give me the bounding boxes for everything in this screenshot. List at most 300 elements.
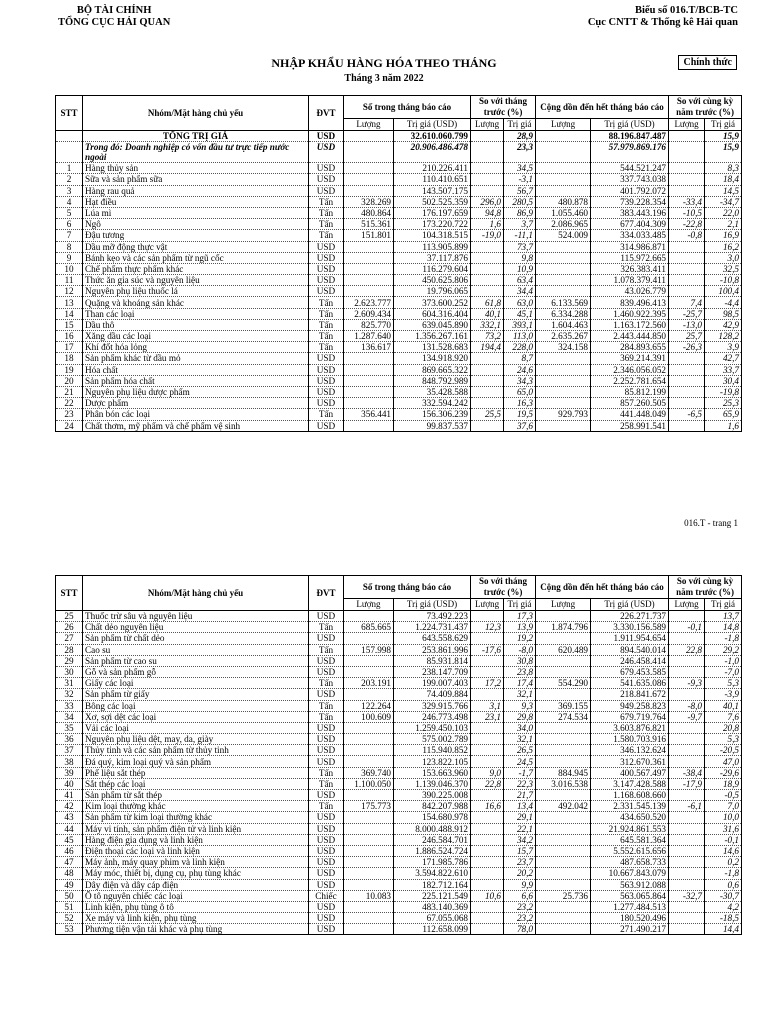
cell-cum-qty [536, 275, 591, 286]
cell-month-val: 329.915.766 [394, 700, 471, 711]
cell-unit: Tấn [309, 297, 344, 308]
cell-month-qty [344, 364, 394, 375]
table-row [56, 924, 742, 935]
col-cum-val: Trị giá (USD) [591, 599, 669, 611]
cell-prev-val: 34,0 [504, 722, 536, 733]
cell-yoy-val: -7,0 [705, 666, 742, 677]
table-row [56, 398, 742, 409]
cell-stt: 29 [56, 655, 83, 666]
cell-cum-qty [536, 131, 591, 142]
cell-prev-qty [471, 722, 504, 733]
col-cum-qty: Lượng [536, 599, 591, 611]
cell-yoy-val: -34,7 [705, 196, 742, 207]
cell-month-qty [344, 924, 394, 935]
cell-month-val: 32.610.060.799 [394, 131, 471, 142]
cell-month-qty [344, 756, 394, 767]
cell-prev-val: 280,5 [504, 196, 536, 207]
cell-yoy-val: 8,3 [705, 163, 742, 174]
cell-unit: Tấn [309, 219, 344, 230]
cell-stt: 44 [56, 823, 83, 834]
cell-prev-val: 16,3 [504, 398, 536, 409]
cell-unit: Tấn [309, 409, 344, 420]
cell-unit: Tấn [309, 767, 344, 778]
cell-prev-val: 22,1 [504, 823, 536, 834]
cell-month-val: 110.410.651 [394, 174, 471, 185]
cell-stt: 19 [56, 364, 83, 375]
cell-month-qty [344, 275, 394, 286]
cell-prev-qty [471, 386, 504, 397]
cell-yoy-val: -1,8 [705, 633, 742, 644]
cell-stt: 15 [56, 319, 83, 330]
cell-prev-val: 21,7 [504, 790, 536, 801]
cell-cum-val: 88.196.847.487 [591, 131, 669, 142]
cell-month-val: 154.680.978 [394, 812, 471, 823]
form-number: Biểu số 016.T/BCB-TC [635, 5, 738, 16]
cell-yoy-val: -18,5 [705, 913, 742, 924]
cell-month-val: 74.409.884 [394, 689, 471, 700]
cell-yoy-qty [669, 611, 705, 622]
cell-unit: USD [309, 879, 344, 890]
col-cum: Cộng dồn đến hết tháng báo cáo [536, 576, 669, 599]
cell-prev-val: 34,2 [504, 834, 536, 845]
cell-month-val: 390.225.008 [394, 790, 471, 801]
cell-prev-qty [471, 353, 504, 364]
cell-month-qty: 10.083 [344, 890, 394, 901]
cell-prev-val: 56,7 [504, 185, 536, 196]
col-yoy: So với cùng kỳ năm trước (%) [669, 576, 742, 599]
cell-cum-qty: 2.086.965 [536, 219, 591, 230]
cell-name: Bông các loại [83, 700, 309, 711]
cell-yoy-val: -20,5 [705, 745, 742, 756]
cell-month-val: 1.224.731.437 [394, 622, 471, 633]
cell-unit: USD [309, 666, 344, 677]
cell-stt: 11 [56, 275, 83, 286]
cell-prev-val: 78,0 [504, 924, 536, 935]
cell-name: Dầu thô [83, 319, 309, 330]
col-month-qty: Lượng [344, 119, 394, 131]
cell-stt: 45 [56, 834, 83, 845]
cell-month-val: 238.147.709 [394, 666, 471, 677]
cell-yoy-val: 7,6 [705, 711, 742, 722]
cell-yoy-qty [669, 364, 705, 375]
cell-unit: USD [309, 185, 344, 196]
cell-month-qty [344, 142, 394, 163]
cell-cum-val: 487.658.733 [591, 857, 669, 868]
cell-cum-val: 434.650.520 [591, 812, 669, 823]
cell-yoy-val: 65,9 [705, 409, 742, 420]
cell-month-val: 8.000.488.912 [394, 823, 471, 834]
table-row [56, 622, 742, 633]
cell-stt: 4 [56, 196, 83, 207]
cell-unit: USD [309, 722, 344, 733]
table-row [56, 913, 742, 924]
cell-stt: 8 [56, 241, 83, 252]
cell-prev-qty: 12,3 [471, 622, 504, 633]
table-row [56, 756, 742, 767]
cell-name: Sản phẩm từ chất dẻo [83, 633, 309, 644]
cell-cum-val: 1.163.172.560 [591, 319, 669, 330]
cell-stt: 12 [56, 286, 83, 297]
cell-prev-val: 8,7 [504, 353, 536, 364]
cell-stt: 26 [56, 622, 83, 633]
cell-stt: 37 [56, 745, 83, 756]
cell-prev-val: 63,0 [504, 297, 536, 308]
cell-name: Sản phẩm từ giấy [83, 689, 309, 700]
table-row [56, 263, 742, 274]
cell-prev-val: 32,1 [504, 734, 536, 745]
cell-month-qty [344, 263, 394, 274]
cell-yoy-qty: -0,8 [669, 230, 705, 241]
cell-yoy-qty: -9,7 [669, 711, 705, 722]
cell-month-qty: 1.100.050 [344, 778, 394, 789]
cell-yoy-val: -1,8 [705, 868, 742, 879]
cell-cum-val: 679.453.585 [591, 666, 669, 677]
cell-cum-qty [536, 857, 591, 868]
cell-yoy-val: 16,9 [705, 230, 742, 241]
cell-prev-val: 29,8 [504, 711, 536, 722]
cell-yoy-qty [669, 756, 705, 767]
cell-cum-qty: 3.016.538 [536, 778, 591, 789]
cell-name: Dược phẩm [83, 398, 309, 409]
table-row [56, 353, 742, 364]
cell-unit: USD [309, 386, 344, 397]
cell-cum-val: 2.331.545.139 [591, 801, 669, 812]
cell-prev-qty [471, 745, 504, 756]
cell-cum-val: 5.552.615.656 [591, 845, 669, 856]
cell-month-qty [344, 420, 394, 431]
cell-cum-qty [536, 263, 591, 274]
cell-yoy-val: -4,4 [705, 297, 742, 308]
table-row [56, 778, 742, 789]
cell-cum-qty [536, 790, 591, 801]
cell-prev-qty: 25,5 [471, 409, 504, 420]
cell-prev-qty: 9,0 [471, 767, 504, 778]
cell-name: Sữa và sản phẩm sữa [83, 174, 309, 185]
cell-yoy-qty: 7,4 [669, 297, 705, 308]
cell-month-qty [344, 913, 394, 924]
cell-unit: USD [309, 845, 344, 856]
cell-month-qty [344, 722, 394, 733]
cell-unit: Tấn [309, 196, 344, 207]
cell-cum-val: 563.912.088 [591, 879, 669, 890]
cell-yoy-qty [669, 722, 705, 733]
col-prev: So với tháng trước (%) [471, 96, 536, 119]
cell-yoy-val: 42,7 [705, 353, 742, 364]
cell-month-val: 67.055.068 [394, 913, 471, 924]
cell-unit: USD [309, 131, 344, 142]
cell-cum-qty [536, 142, 591, 163]
cell-month-qty [344, 790, 394, 801]
cell-prev-val: 73,7 [504, 241, 536, 252]
cell-yoy-val: 16,2 [705, 241, 742, 252]
cell-cum-qty [536, 163, 591, 174]
cell-prev-val: 13,9 [504, 622, 536, 633]
fdi-row [56, 142, 742, 163]
cell-unit: Tấn [309, 644, 344, 655]
cell-yoy-val: 14,4 [705, 924, 742, 935]
cell-prev-qty: -17,6 [471, 644, 504, 655]
cell-prev-val: -11,1 [504, 230, 536, 241]
cell-cum-val: 857.260.505 [591, 398, 669, 409]
cell-cum-val: 314.986.871 [591, 241, 669, 252]
cell-yoy-qty [669, 924, 705, 935]
cell-month-qty: 515.361 [344, 219, 394, 230]
cell-cum-val: 246.458.414 [591, 655, 669, 666]
col-prev: So với tháng trước (%) [471, 576, 536, 599]
page-footer: 016.T - trang 1 [684, 518, 738, 528]
cell-prev-qty [471, 823, 504, 834]
cell-prev-qty: 10,6 [471, 890, 504, 901]
cell-yoy-val: 100,4 [705, 286, 742, 297]
table-row [56, 633, 742, 644]
cell-prev-qty: 73,2 [471, 331, 504, 342]
cell-month-qty [344, 353, 394, 364]
cell-cum-qty [536, 745, 591, 756]
cell-month-val: 1.139.046.370 [394, 778, 471, 789]
cell-name: Máy ảnh, máy quay phim và linh kiện [83, 857, 309, 868]
cell-name: Chất thơm, mỹ phẩm và chế phẩm vệ sinh [83, 420, 309, 431]
cell-cum-val: 739.228.354 [591, 196, 669, 207]
cell-prev-qty: 22,8 [471, 778, 504, 789]
total-row [56, 131, 742, 142]
cell-unit: USD [309, 734, 344, 745]
cell-month-val: 246.773.498 [394, 711, 471, 722]
table-row [56, 834, 742, 845]
cell-prev-val: 23,7 [504, 857, 536, 868]
cell-yoy-qty: -0,1 [669, 622, 705, 633]
cell-name: Hóa chất [83, 364, 309, 375]
col-unit: ĐVT [309, 96, 344, 131]
cell-unit: USD [309, 924, 344, 935]
cell-month-qty: 825.770 [344, 319, 394, 330]
cell-cum-val: 679.719.764 [591, 711, 669, 722]
cell-unit: Tấn [309, 319, 344, 330]
cell-unit: Tấn [309, 700, 344, 711]
cell-prev-qty [471, 252, 504, 263]
cell-name: Phương tiện vận tải khác và phụ tùng [83, 924, 309, 935]
cell-stt: 34 [56, 711, 83, 722]
cell-yoy-val: 14,6 [705, 845, 742, 856]
cell-prev-qty [471, 924, 504, 935]
cell-month-qty: 203.191 [344, 678, 394, 689]
col-stt: STT [56, 576, 83, 611]
cell-cum-qty: 492.042 [536, 801, 591, 812]
cell-name: Hàng điện gia dụng và linh kiện [83, 834, 309, 845]
cell-yoy-qty [669, 845, 705, 856]
cell-name: Sản phẩm hóa chất [83, 375, 309, 386]
cell-yoy-val: 25,3 [705, 398, 742, 409]
cell-cum-val: 334.033.485 [591, 230, 669, 241]
cell-yoy-val: 3,0 [705, 252, 742, 263]
cell-yoy-val: 15,9 [705, 131, 742, 142]
cell-unit: Tấn [309, 331, 344, 342]
cell-month-qty: 369.740 [344, 767, 394, 778]
cell-month-qty [344, 633, 394, 644]
cell-prev-qty: -19,0 [471, 230, 504, 241]
cell-yoy-val: 14,5 [705, 185, 742, 196]
table-row [56, 386, 742, 397]
cell-month-qty: 685.665 [344, 622, 394, 633]
cell-yoy-val: 30,4 [705, 375, 742, 386]
table-row [56, 230, 742, 241]
cell-yoy-qty [669, 666, 705, 677]
cell-prev-val: 17,3 [504, 611, 536, 622]
cell-yoy-qty [669, 868, 705, 879]
col-unit: ĐVT [309, 576, 344, 611]
cell-month-qty: 480.864 [344, 207, 394, 218]
cell-unit: USD [309, 913, 344, 924]
cell-unit: USD [309, 263, 344, 274]
table-row [56, 207, 742, 218]
cell-yoy-val: 4,2 [705, 901, 742, 912]
cell-stt: 42 [56, 801, 83, 812]
col-yoy-val: Trị giá [705, 119, 742, 131]
cell-prev-val: 113,0 [504, 331, 536, 342]
cell-prev-qty [471, 185, 504, 196]
cell-cum-val: 115.972.665 [591, 252, 669, 263]
cell-month-val: 176.197.659 [394, 207, 471, 218]
cell-month-val: 104.318.515 [394, 230, 471, 241]
cell-unit: USD [309, 857, 344, 868]
cell-yoy-val: -29,6 [705, 767, 742, 778]
cell-yoy-val: 29,2 [705, 644, 742, 655]
cell-yoy-qty: -6,1 [669, 801, 705, 812]
cell-cum-qty: 480.878 [536, 196, 591, 207]
col-yoy-qty: Lượng [669, 599, 705, 611]
cell-prev-qty: 61,8 [471, 297, 504, 308]
cell-cum-qty [536, 655, 591, 666]
cell-cum-qty [536, 845, 591, 856]
cell-name: Nguyên phụ liệu thuốc lá [83, 286, 309, 297]
cell-prev-qty [471, 913, 504, 924]
cell-month-val: 173.220.722 [394, 219, 471, 230]
cell-yoy-val: 7,0 [705, 801, 742, 812]
cell-cum-qty: 1.604.463 [536, 319, 591, 330]
cell-month-val: 1.259.450.103 [394, 722, 471, 733]
cell-cum-qty [536, 666, 591, 677]
cell-month-qty [344, 241, 394, 252]
cell-yoy-val: 18,9 [705, 778, 742, 789]
table-row [56, 722, 742, 733]
cell-name: Lúa mì [83, 207, 309, 218]
cell-prev-val: 32,1 [504, 689, 536, 700]
cell-prev-qty [471, 655, 504, 666]
cell-yoy-qty: -38,4 [669, 767, 705, 778]
cell-month-qty: 151.801 [344, 230, 394, 241]
table-row [56, 375, 742, 386]
cell-month-val: 134.918.920 [394, 353, 471, 364]
cell-month-val: 639.045.890 [394, 319, 471, 330]
cell-cum-qty [536, 286, 591, 297]
cell-month-qty [344, 174, 394, 185]
cell-prev-val: 228,0 [504, 342, 536, 353]
cell-cum-qty [536, 398, 591, 409]
cell-cum-val: 1.078.379.411 [591, 275, 669, 286]
cell-yoy-val: 14,8 [705, 622, 742, 633]
cell-cum-qty: 524.009 [536, 230, 591, 241]
cell-name: Sản phẩm từ kim loại thường khác [83, 812, 309, 823]
cell-prev-qty: 296,0 [471, 196, 504, 207]
cell-stt: 35 [56, 722, 83, 733]
cell-yoy-qty [669, 286, 705, 297]
cell-yoy-qty: -10,5 [669, 207, 705, 218]
cell-month-qty: 157.998 [344, 644, 394, 655]
cell-yoy-val: 5,3 [705, 734, 742, 745]
table-row [56, 678, 742, 689]
cell-cum-val: 1.168.608.660 [591, 790, 669, 801]
cell-prev-val: 23,2 [504, 901, 536, 912]
cell-prev-qty [471, 163, 504, 174]
cell-unit: Tấn [309, 778, 344, 789]
cell-month-val: 502.525.359 [394, 196, 471, 207]
table-row [56, 812, 742, 823]
cell-prev-val: 23,8 [504, 666, 536, 677]
cell-yoy-qty: -13,0 [669, 319, 705, 330]
cell-cum-val: 1.460.922.395 [591, 308, 669, 319]
cell-unit: USD [309, 868, 344, 879]
cell-cum-qty [536, 812, 591, 823]
cell-month-val: 450.625.806 [394, 275, 471, 286]
cell-stt: 24 [56, 420, 83, 431]
cell-stt: 13 [56, 297, 83, 308]
cell-cum-val: 894.540.014 [591, 644, 669, 655]
cell-prev-qty [471, 275, 504, 286]
cell-yoy-val: 98,5 [705, 308, 742, 319]
cell-month-val: 842.207.988 [394, 801, 471, 812]
cell-cum-qty [536, 364, 591, 375]
table-row [56, 857, 742, 868]
col-yoy-val: Trị giá [705, 599, 742, 611]
cell-prev-qty [471, 845, 504, 856]
cell-month-qty [344, 386, 394, 397]
cell-stt: 21 [56, 386, 83, 397]
cell-prev-qty: 1,6 [471, 219, 504, 230]
cell-unit: USD [309, 398, 344, 409]
cell-yoy-qty [669, 745, 705, 756]
cell-name: Cao su [83, 644, 309, 655]
cell-name: Dầu mỡ động thực vật [83, 241, 309, 252]
cell-cum-val: 2.252.781.654 [591, 375, 669, 386]
cell-month-val: 1.886.524.724 [394, 845, 471, 856]
cell-prev-val: 13,4 [504, 801, 536, 812]
cell-yoy-val: 0,2 [705, 857, 742, 868]
cell-name: Ngô [83, 219, 309, 230]
cell-cum-qty [536, 611, 591, 622]
table-row [56, 879, 742, 890]
cell-month-val: 3.594.822.610 [394, 868, 471, 879]
cell-name: Quặng và khoáng sản khác [83, 297, 309, 308]
cell-month-val: 848.792.989 [394, 375, 471, 386]
cell-cum-qty [536, 252, 591, 263]
cell-name: Thức ăn gia súc và nguyên liệu [83, 275, 309, 286]
cell-yoy-qty: -33,4 [669, 196, 705, 207]
cell-stt: 9 [56, 252, 83, 263]
cell-cum-val: 369.214.391 [591, 353, 669, 364]
cell-month-qty [344, 845, 394, 856]
cell-cum-qty [536, 924, 591, 935]
cell-unit: USD [309, 275, 344, 286]
cell-month-val: 246.584.701 [394, 834, 471, 845]
cell-prev-val: -8,0 [504, 644, 536, 655]
table-row [56, 767, 742, 778]
cell-prev-val: 3,7 [504, 219, 536, 230]
cell-name: Sắt thép các loại [83, 778, 309, 789]
cell-stt: 50 [56, 890, 83, 901]
cell-name: Bánh kẹo và các sản phẩm từ ngũ cốc [83, 252, 309, 263]
col-month-val: Trị giá (USD) [394, 119, 471, 131]
cell-name: Than các loại [83, 308, 309, 319]
cell-stt: 38 [56, 756, 83, 767]
